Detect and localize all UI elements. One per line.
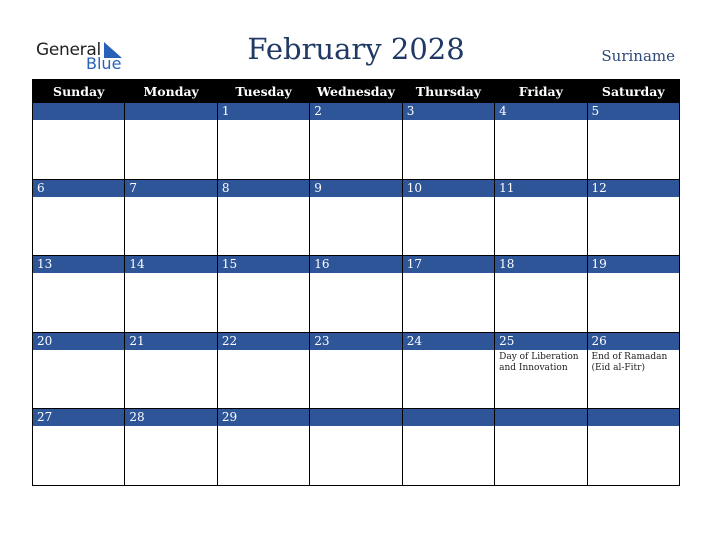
day-cell [125,409,217,486]
day-cell [33,103,125,180]
day-number: 28 [125,409,216,426]
day-number [33,103,124,120]
day-cell [587,179,679,256]
day-cell [217,409,309,486]
holiday-label: End of Ramadan (Eid al-Fitr) [591,351,668,373]
page-title: February 2028 [247,32,465,66]
day-number [125,103,216,120]
day-cell [310,256,402,333]
weekday-sunday: Sunday [33,80,125,103]
day-number: 22 [218,333,309,350]
day-number: 14 [125,256,216,273]
day-cell [495,103,587,180]
day-number: 21 [125,333,216,350]
day-number: 10 [403,180,494,197]
day-cell [217,332,309,409]
day-number: 16 [310,256,401,273]
day-cell [402,103,494,180]
day-number: 1 [218,103,309,120]
day-number: 29 [218,409,309,426]
day-cell [402,332,494,409]
day-number: 2 [310,103,401,120]
day-number: 19 [588,256,679,273]
weekday-tuesday: Tuesday [217,80,309,103]
day-cell [310,409,402,486]
day-number: 3 [403,103,494,120]
weekday-thursday: Thursday [402,80,494,103]
day-cell [587,103,679,180]
day-number: 23 [310,333,401,350]
country-label: Suriname [601,47,675,65]
logo-blue-text: Blue [86,54,122,73]
day-cell [125,332,217,409]
day-number: 11 [495,180,586,197]
day-cell [402,256,494,333]
weekday-wednesday: Wednesday [310,80,402,103]
logo-general-text: General [36,40,101,60]
day-cell [587,409,679,486]
day-number: 26 [588,333,679,350]
weekday-friday: Friday [495,80,587,103]
day-cell [125,103,217,180]
day-number: 27 [33,409,124,426]
day-number: 18 [495,256,586,273]
day-number: 15 [218,256,309,273]
day-cell [402,409,494,486]
day-cell [125,256,217,333]
day-number [495,409,586,426]
day-number: 8 [218,180,309,197]
day-number: 12 [588,180,679,197]
day-number: 24 [403,333,494,350]
day-number: 9 [310,180,401,197]
day-cell [125,179,217,256]
day-number: 4 [495,103,586,120]
week-row [33,256,680,333]
day-number: 7 [125,180,216,197]
day-number: 13 [33,256,124,273]
week-row [33,332,680,409]
day-cell [587,332,679,409]
day-cell [310,179,402,256]
weekday-header-row [33,80,680,103]
day-cell [33,409,125,486]
day-number: 6 [33,180,124,197]
day-cell [587,256,679,333]
day-number: 5 [588,103,679,120]
day-number: 25 [495,333,586,350]
day-cell [217,256,309,333]
weekday-monday: Monday [125,80,217,103]
day-cell [495,409,587,486]
day-cell [310,103,402,180]
day-number [310,409,401,426]
day-cell [310,332,402,409]
day-cell [495,256,587,333]
calendar-grid [32,79,680,486]
week-row [33,179,680,256]
day-cell [33,256,125,333]
day-cell [33,332,125,409]
day-cell [495,179,587,256]
day-cell [402,179,494,256]
day-cell [217,179,309,256]
day-cell [495,332,587,409]
week-row [33,409,680,486]
week-row [33,103,680,180]
day-cell [217,103,309,180]
day-cell [33,179,125,256]
day-number: 17 [403,256,494,273]
day-number: 20 [33,333,124,350]
day-number [403,409,494,426]
day-number [588,409,679,426]
holiday-label: Day of Liberation and Innovation [499,351,579,373]
weekday-saturday: Saturday [587,80,679,103]
